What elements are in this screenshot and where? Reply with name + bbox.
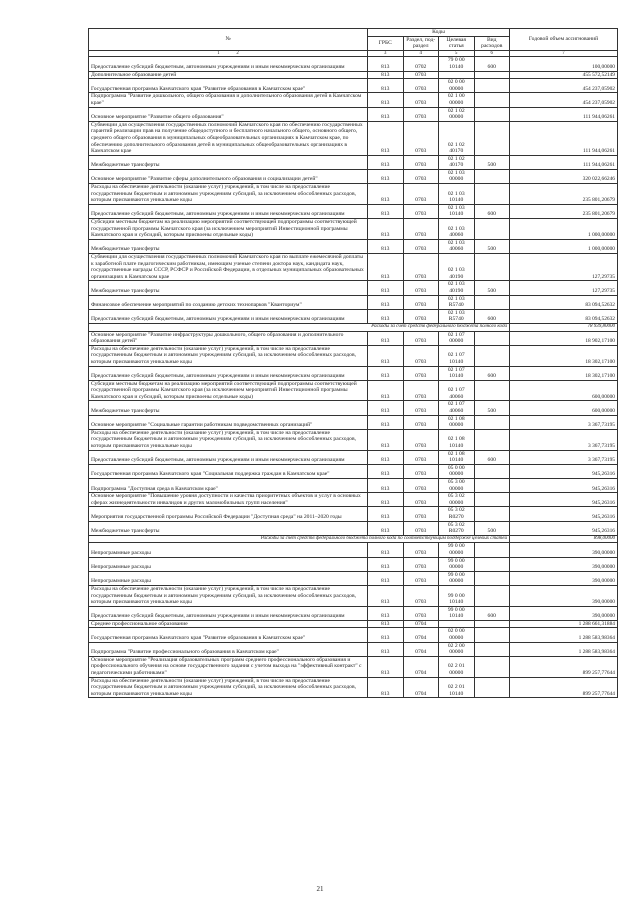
row-amount: 899 257,77644	[510, 656, 618, 677]
row-target: 99 0 00 10140	[439, 585, 475, 606]
row-amount: 454 237,05902	[510, 79, 618, 93]
table-row	[89, 493, 618, 507]
row-amount: 945,26316	[510, 507, 618, 521]
row-target: 02 1 03 10140	[439, 204, 475, 218]
row-name: Расходы на обеспечение деятельности (оказание услуг) учреждений, в том числе на предоставление государственным бюджетным и автономным учреждениям субсидий, за исключением обособленных расходов, которым присваиваются уникальные коды	[89, 345, 368, 366]
row-target: 02 0 00 00000	[439, 628, 475, 642]
header-section: Раздел, под-раздел	[403, 36, 439, 50]
row-name: Основное мероприятие "Социальные гарантии работникам подведомственных организаций"	[89, 415, 368, 429]
table-row	[89, 656, 618, 677]
row-target: 02 1 03 10140	[439, 184, 475, 205]
row-target: 02 1 03 00000	[439, 169, 475, 183]
row-name: Расходы на обеспечение деятельности (оказание услуг) учреждений, в том числе на предоставление государственным бюджетным и автономным учреждениям субсидий, за исключением обособленных расходов, которым присваиваются уникальные коды	[89, 677, 368, 698]
row-name: Государственная программа Камчатского края "Развитие образования в Камчатском крае"	[89, 79, 368, 93]
row-name: Субсидии местным бюджетам на реализацию мероприятий соответствующей подпрограммы соответствующей государственной программы Камчатского края (за исключением мероприятий Инвестиционной программы Камчатского края и субсидий, которым присвоены отдельные коды)	[89, 219, 368, 240]
row-section: 0703	[403, 184, 439, 205]
row-name: Основное мероприятие "Развитие общего образования"	[89, 107, 368, 121]
row-name: Субвенции для осуществления государственных полномочий Камчатского края по обеспечению государственных гарантий реализации прав на получение общедоступного и бесплатного начального общего, основного общего, среднего общего образования в муниципальных общеобразовательных организациях в Камчатском крае, по обеспечению дополнительного образования детей в муниципальных общеобразовательных организациях в Камчатском крае	[89, 121, 368, 155]
row-section: 0703	[403, 254, 439, 281]
row-section: 0704	[403, 656, 439, 677]
row-grbs: 813	[368, 93, 404, 107]
row-grbs: 813	[368, 155, 404, 169]
row-amount: 1 288 661,31884	[510, 620, 618, 628]
row-exp-type	[474, 656, 510, 677]
row-name: Непрограммные расходы	[89, 571, 368, 585]
row-section: 0703	[403, 345, 439, 366]
row-amount: 111 944,06261	[510, 121, 618, 155]
table-row	[89, 155, 618, 169]
header-codes: Коды	[368, 29, 510, 37]
row-grbs: 813	[368, 366, 404, 380]
row-name: Основное мероприятие "Повышение уровня доступности и качества приоритетных объектов и услуг в основных сферах жизнедеятельности инвалидов и других маломобильных групп населения"	[89, 493, 368, 507]
row-target: 02 2 01 00000	[439, 656, 475, 677]
row-name: Предоставление субсидий бюджетным, автономным учреждениям и иным некоммерческим организациям	[89, 309, 368, 323]
row-target: 79 0 00 10140	[439, 57, 475, 71]
row-section: 0703	[403, 571, 439, 585]
row-exp-type	[474, 71, 510, 79]
row-grbs: 813	[368, 380, 404, 401]
row-grbs: 813	[368, 169, 404, 183]
table-row	[89, 107, 618, 121]
row-exp-type: 500	[474, 239, 510, 253]
row-name: Предоставление субсидий бюджетным, автономным учреждениям и иным некоммерческим организациям	[89, 606, 368, 620]
row-grbs: 813	[368, 184, 404, 205]
row-target: 05 3 02 R0270	[439, 521, 475, 535]
row-grbs: 813	[368, 479, 404, 493]
table-row	[89, 121, 618, 155]
row-target: 02 1 07 40060	[439, 401, 475, 415]
row-exp-type	[474, 571, 510, 585]
row-target: 02 2 01 10140	[439, 677, 475, 698]
row-exp-type	[474, 429, 510, 450]
row-section: 0703	[403, 219, 439, 240]
row-exp-type: 600	[474, 450, 510, 464]
row-name: Предоставление субсидий бюджетным, автономным учреждениям и иным некоммерческим организациям	[89, 366, 368, 380]
row-section: 0703	[403, 239, 439, 253]
row-grbs: 813	[368, 557, 404, 571]
table-row	[89, 507, 618, 521]
row-amount: 235 801,20679	[510, 204, 618, 218]
row-target	[439, 71, 475, 79]
row-target: 02 1 03 40190	[439, 254, 475, 281]
row-amount: 111 944,06261	[510, 107, 618, 121]
table-row	[89, 620, 618, 628]
table-row	[89, 204, 618, 218]
row-grbs: 813	[368, 507, 404, 521]
table-row	[89, 71, 618, 79]
row-section: 0703	[403, 493, 439, 507]
row-exp-type	[474, 479, 510, 493]
row-name: Предоставление субсидий бюджетным, автономным учреждениям и иным некоммерческим организациям	[89, 57, 368, 71]
row-target: 05 3 02 R0270	[439, 507, 475, 521]
row-amount: 1 288 583,98364	[510, 642, 618, 656]
table-row	[89, 93, 618, 107]
table-row	[89, 450, 618, 464]
table-row	[89, 57, 618, 71]
row-section: 0703	[403, 450, 439, 464]
row-name: Субвенции для осуществления государственных полномочий Камчатского края по выплате ежемесячной доплаты к заработной плате педагогическим работникам, имеющим ученые степени доктора наук, кандидата наук, государственные награды СССР, РСФСР и Российской Федерации, в отдельных муниципальных образовательных организациях в Камчатском крае	[89, 254, 368, 281]
row-section: 0702	[403, 57, 439, 71]
row-exp-type: 600	[474, 366, 510, 380]
row-grbs: 813	[368, 281, 404, 295]
row-section: 0703	[403, 507, 439, 521]
table-row	[89, 184, 618, 205]
row-name: Расходы на обеспечение деятельности (оказание услуг) учреждений, в том числе на предоставление государственным бюджетным и автономным учреждениям субсидий, за исключением обособленных расходов, которым присваиваются уникальные коды	[89, 585, 368, 606]
row-exp-type: 500	[474, 521, 510, 535]
table-row	[89, 642, 618, 656]
row-section: 0703	[403, 107, 439, 121]
row-section: 0703	[403, 585, 439, 606]
row-amount: 945,26316	[510, 464, 618, 478]
row-section: 0703	[403, 204, 439, 218]
row-section: 0704	[403, 677, 439, 698]
row-exp-type	[474, 295, 510, 309]
table-row	[89, 479, 618, 493]
row-grbs: 813	[368, 628, 404, 642]
row-grbs: 813	[368, 571, 404, 585]
column-index: 1 2	[89, 50, 368, 57]
note-text: Расходы за счет средств федерального бюджета полного кода	[89, 323, 510, 331]
row-name: Предоставление субсидий бюджетным, автономным учреждениям и иным некоммерческим организациям	[89, 450, 368, 464]
row-grbs: 813	[368, 107, 404, 121]
table-row	[89, 415, 618, 429]
row-target: 99 0 00 00000	[439, 557, 475, 571]
table-row	[89, 254, 618, 281]
row-target: 02 1 03 40060	[439, 219, 475, 240]
row-section: 0703	[403, 295, 439, 309]
row-section: 0703	[403, 331, 439, 345]
row-target: 02 1 07 40060	[439, 380, 475, 401]
table-note-row	[89, 535, 618, 543]
row-target: 02 1 03 40060	[439, 239, 475, 253]
row-target: 02 1 00 00000	[439, 93, 475, 107]
row-grbs: 813	[368, 331, 404, 345]
row-grbs: 813	[368, 239, 404, 253]
row-grbs: 813	[368, 543, 404, 557]
row-amount: 1 000,00000	[510, 239, 618, 253]
row-exp-type	[474, 585, 510, 606]
row-grbs: 813	[368, 401, 404, 415]
row-section: 0703	[403, 401, 439, 415]
row-exp-type	[474, 219, 510, 240]
row-target: 99 0 00 00000	[439, 543, 475, 557]
row-section: 0704	[403, 628, 439, 642]
row-target: 02 1 08 10140	[439, 450, 475, 464]
row-amount: 945,26316	[510, 521, 618, 535]
row-exp-type	[474, 677, 510, 698]
row-name: Непрограммные расходы	[89, 557, 368, 571]
row-exp-type: 500	[474, 155, 510, 169]
page-number: 21	[316, 885, 324, 893]
row-target: 99 0 00 10140	[439, 606, 475, 620]
table-row	[89, 309, 618, 323]
row-amount: 945,26316	[510, 493, 618, 507]
row-section: 0703	[403, 479, 439, 493]
row-grbs: 813	[368, 585, 404, 606]
row-amount: 3 367,73195	[510, 450, 618, 464]
budget-table	[88, 28, 618, 698]
row-target: 99 0 00 00000	[439, 571, 475, 585]
row-exp-type	[474, 93, 510, 107]
row-target: 02 1 08 10140	[439, 429, 475, 450]
row-amount: 320 022,66246	[510, 169, 618, 183]
row-amount: 454 237,05902	[510, 93, 618, 107]
row-amount: 3 367,73195	[510, 415, 618, 429]
row-amount: 235 801,20679	[510, 184, 618, 205]
row-exp-type	[474, 107, 510, 121]
row-name: Подпрограмма "Доступная среда в Камчатском крае"	[89, 479, 368, 493]
row-name: Непрограммные расходы	[89, 543, 368, 557]
row-exp-type: 500	[474, 401, 510, 415]
table-row	[89, 585, 618, 606]
row-name: Межбюджетные трансферты	[89, 521, 368, 535]
table-body	[89, 57, 618, 698]
table-row	[89, 380, 618, 401]
row-section: 0703	[403, 79, 439, 93]
row-name: Основное мероприятие "Развитие инфраструктуры дошкольного, общего образования и дополнительного образования детей"	[89, 331, 368, 345]
table-row	[89, 464, 618, 478]
row-target: 05 3 02 00000	[439, 493, 475, 507]
row-section: 0703	[403, 155, 439, 169]
row-amount: 18 302,17100	[510, 366, 618, 380]
row-amount: 100,00000	[510, 57, 618, 71]
row-target: 05 0 00 00000	[439, 464, 475, 478]
row-name: Субсидии местным бюджетам на реализацию мероприятий соответствующей подпрограммы соответствующей государственной программы Камчатского края (за исключением мероприятий Инвестиционной программы Камчатского края и субсидий, которым присвоены отдельные коды)	[89, 380, 368, 401]
note-text: Расходы за счет средств федерального бюджета полного кода по соответствующим поддержке целевых статей	[89, 535, 510, 543]
row-section: 0704	[403, 620, 439, 628]
row-amount: 1 288 583,98364	[510, 628, 618, 642]
row-exp-type: 600	[474, 57, 510, 71]
header-no: №	[89, 29, 368, 51]
row-name: Финансовое обеспечение мероприятий по созданию детских технопарков "Кванториум"	[89, 295, 368, 309]
row-grbs: 813	[368, 620, 404, 628]
row-section: 0703	[403, 380, 439, 401]
row-amount: 18 302,17100	[510, 345, 618, 366]
row-amount: 1 000,00000	[510, 219, 618, 240]
row-amount: 390,00000	[510, 585, 618, 606]
row-exp-type	[474, 642, 510, 656]
row-target: 05 3 00 00000	[439, 479, 475, 493]
row-section: 0703	[403, 464, 439, 478]
header-target: Целевая статья	[439, 36, 475, 50]
table-row	[89, 295, 618, 309]
table-row	[89, 429, 618, 450]
row-section: 0703	[403, 121, 439, 155]
header-exp-type: Вид расходов	[474, 36, 510, 50]
row-section: 0703	[403, 281, 439, 295]
row-name: Государственная программа Камчатского края "Развитие образования в Камчатском крае"	[89, 628, 368, 642]
row-grbs: 813	[368, 464, 404, 478]
column-index: 5	[439, 50, 475, 57]
row-amount: 899 257,77644	[510, 677, 618, 698]
row-exp-type	[474, 79, 510, 93]
row-name: Государственная программа Камчатского края "Социальная поддержка граждан в Камчатском крае"	[89, 464, 368, 478]
row-name: Межбюджетные трансферты	[89, 239, 368, 253]
column-index: 6	[474, 50, 510, 57]
row-exp-type	[474, 184, 510, 205]
row-target: 02 1 02 40170	[439, 155, 475, 169]
row-name: Дополнительное образование детей	[89, 71, 368, 79]
row-grbs: 813	[368, 345, 404, 366]
row-exp-type	[474, 507, 510, 521]
row-name: Межбюджетные трансферты	[89, 281, 368, 295]
row-grbs: 813	[368, 521, 404, 535]
table-row	[89, 606, 618, 620]
table-row	[89, 571, 618, 585]
row-grbs: 813	[368, 204, 404, 218]
row-section: 0703	[403, 366, 439, 380]
row-name: Подпрограмма "Развитие профессионального образования в Камчатском крае"	[89, 642, 368, 656]
row-amount: 390,00000	[510, 543, 618, 557]
row-section: 0703	[403, 557, 439, 571]
row-amount: 18 902,17100	[510, 331, 618, 345]
row-section: 0703	[403, 543, 439, 557]
row-target: 02 1 03 40190	[439, 281, 475, 295]
header-grbs: ГРБС	[368, 36, 404, 50]
table-row	[89, 557, 618, 571]
table-row	[89, 239, 618, 253]
row-exp-type	[474, 464, 510, 478]
table-row	[89, 331, 618, 345]
note-amount: 898,00000	[510, 535, 618, 543]
row-section: 0703	[403, 429, 439, 450]
row-target: 02 1 07 00000	[439, 331, 475, 345]
row-target: 02 1 08 00000	[439, 415, 475, 429]
row-grbs: 813	[368, 493, 404, 507]
table-row	[89, 401, 618, 415]
row-amount: 3 367,73195	[510, 429, 618, 450]
row-target: 02 1 02 40170	[439, 121, 475, 155]
row-exp-type: 600	[474, 204, 510, 218]
column-index-row	[89, 50, 618, 57]
row-target: 02 0 00 00000	[439, 79, 475, 93]
row-grbs: 813	[368, 450, 404, 464]
row-name: Расходы на обеспечение деятельности (оказание услуг) учреждений, в том числе на предоставление государственным бюджетным и автономным учреждениям субсидий, за исключением обособленных расходов, которым присваиваются уникальные коды	[89, 429, 368, 450]
row-grbs: 813	[368, 254, 404, 281]
row-section: 0703	[403, 93, 439, 107]
row-exp-type	[474, 628, 510, 642]
row-exp-type	[474, 345, 510, 366]
row-section: 0703	[403, 71, 439, 79]
row-target	[439, 620, 475, 628]
table-row	[89, 543, 618, 557]
row-name: Подпрограмма "Развитие дошкольного, общего образования и дополнительного образования детей в Камчатском крае"	[89, 93, 368, 107]
row-exp-type	[474, 415, 510, 429]
row-amount: 390,00000	[510, 606, 618, 620]
row-amount: 111 944,06261	[510, 155, 618, 169]
row-amount: 83 094,52632	[510, 309, 618, 323]
row-grbs: 813	[368, 429, 404, 450]
row-exp-type	[474, 620, 510, 628]
row-exp-type: 600	[474, 606, 510, 620]
row-section: 0703	[403, 169, 439, 183]
row-exp-type	[474, 254, 510, 281]
row-section: 0703	[403, 606, 439, 620]
table-row	[89, 345, 618, 366]
column-index: 3	[368, 50, 404, 57]
row-grbs: 813	[368, 606, 404, 620]
row-section: 0704	[403, 642, 439, 656]
column-index: 4	[403, 50, 439, 57]
row-grbs: 813	[368, 71, 404, 79]
row-exp-type	[474, 493, 510, 507]
row-amount: 127,29735	[510, 254, 618, 281]
table-row	[89, 521, 618, 535]
table-header-row-1	[89, 29, 618, 37]
table-row	[89, 281, 618, 295]
row-target: 02 1 03 R5740	[439, 295, 475, 309]
row-grbs: 813	[368, 295, 404, 309]
row-exp-type	[474, 543, 510, 557]
row-target: 02 1 07 10140	[439, 345, 475, 366]
table-row	[89, 169, 618, 183]
row-grbs: 813	[368, 415, 404, 429]
row-target: 02 2 00 00000	[439, 642, 475, 656]
row-section: 0703	[403, 309, 439, 323]
row-target: 02 1 03 R5740	[439, 309, 475, 323]
row-grbs: 813	[368, 309, 404, 323]
row-name: Межбюджетные трансферты	[89, 155, 368, 169]
table-row	[89, 219, 618, 240]
row-name: Среднее профессиональное образование	[89, 620, 368, 628]
row-target: 02 1 07 10140	[439, 366, 475, 380]
row-name: Расходы на обеспечение деятельности (оказание услуг) учреждений, в том числе на предоставление государственным бюджетным и автономным учреждениям субсидий, за исключением обособленных расходов, которым присваиваются уникальные коды	[89, 184, 368, 205]
table-note-row	[89, 323, 618, 331]
row-amount: 83 094,52632	[510, 295, 618, 309]
row-amount: 945,26316	[510, 479, 618, 493]
row-grbs: 813	[368, 57, 404, 71]
row-amount: 390,00000	[510, 571, 618, 585]
row-name: Основное мероприятие "Реализация образовательных программ среднего профессионального образования и профессионального обучения на основе государственного задания с учетом выхода на "эффективный контракт" с педагогическими работниками"	[89, 656, 368, 677]
row-amount: 600,00000	[510, 401, 618, 415]
row-name: Предоставление субсидий бюджетным, автономным учреждениям и иным некоммерческим организациям	[89, 204, 368, 218]
row-name: Мероприятия государственной программы Российской Федерации "Доступная среда" на 2011–2020 годы	[89, 507, 368, 521]
row-grbs: 813	[368, 79, 404, 93]
row-amount: 127,29735	[510, 281, 618, 295]
row-grbs: 813	[368, 642, 404, 656]
column-index: 7	[510, 50, 618, 57]
row-name: Межбюджетные трансферты	[89, 401, 368, 415]
row-grbs: 813	[368, 121, 404, 155]
row-grbs: 813	[368, 677, 404, 698]
row-section: 0703	[403, 415, 439, 429]
header-amount: Годовой объем ассигнований	[510, 29, 618, 51]
row-exp-type: 500	[474, 281, 510, 295]
row-exp-type: 600	[474, 309, 510, 323]
table-row	[89, 628, 618, 642]
row-exp-type	[474, 169, 510, 183]
row-amount: 600,00000	[510, 380, 618, 401]
row-exp-type	[474, 557, 510, 571]
row-amount: 390,00000	[510, 557, 618, 571]
row-grbs: 813	[368, 219, 404, 240]
table-row	[89, 677, 618, 698]
row-grbs: 813	[368, 656, 404, 677]
row-amount: 455 572,52149	[510, 71, 618, 79]
row-exp-type	[474, 380, 510, 401]
table-row	[89, 366, 618, 380]
row-target: 02 1 02 00000	[439, 107, 475, 121]
row-exp-type	[474, 331, 510, 345]
row-section: 0703	[403, 521, 439, 535]
row-name: Основное мероприятие "Развитие сферы дополнительного образования и социализации детей"	[89, 169, 368, 183]
table-row	[89, 79, 618, 93]
note-amount: 78 939,80000	[510, 323, 618, 331]
row-exp-type	[474, 121, 510, 155]
